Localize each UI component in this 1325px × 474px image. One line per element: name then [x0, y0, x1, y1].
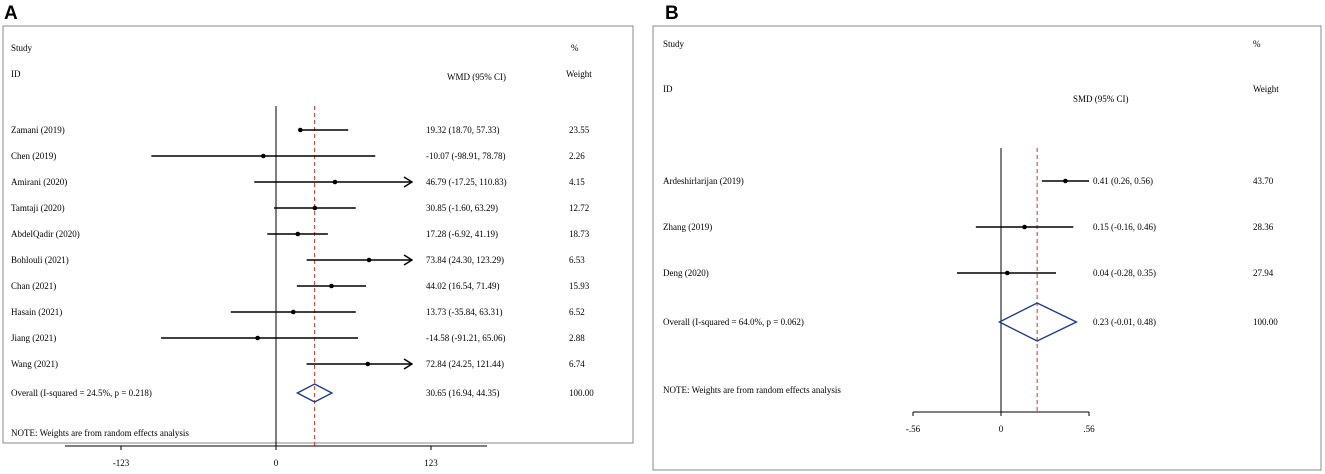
- study-label: Deng (2020): [663, 268, 709, 278]
- header-study: Study: [663, 39, 685, 49]
- study-label: Zamani (2019): [11, 125, 65, 135]
- header-percent: %: [571, 43, 579, 53]
- overall-label: Overall (I-squared = 24.5%, p = 0.218): [11, 388, 152, 398]
- study-row: [11, 203, 589, 213]
- study-row: [663, 268, 1274, 278]
- panel-letter-b: B: [665, 3, 679, 24]
- overall-row: [663, 303, 1278, 341]
- header-effect: SMD (95% CI): [1073, 94, 1129, 104]
- study-row: [663, 176, 1274, 186]
- study-rows: [11, 125, 590, 369]
- point-estimate: [1022, 225, 1027, 230]
- weight-text: 28.36: [1253, 222, 1274, 232]
- weight-text: 2.26: [569, 151, 585, 161]
- overall-weight-text: 100.00: [1253, 317, 1278, 327]
- overall-ci-text: 0.23 (-0.01, 0.48): [1093, 317, 1156, 327]
- study-label: Chan (2021): [11, 281, 57, 291]
- header-percent: %: [1253, 39, 1261, 49]
- x-tick-label: 123: [424, 458, 438, 468]
- point-estimate: [1063, 179, 1068, 184]
- panel-a: [3, 3, 633, 468]
- study-label: Hasain (2021): [11, 307, 63, 317]
- effect-ci-text: -14.58 (-91.21, 65.06): [426, 333, 506, 343]
- weight-text: 18.73: [569, 229, 590, 239]
- point-estimate: [261, 154, 266, 159]
- study-row: [11, 229, 590, 239]
- study-label: Tamtaji (2020): [11, 203, 65, 213]
- effect-ci-text: 30.85 (-1.60, 63.29): [426, 203, 498, 213]
- effect-ci-text: 0.04 (-0.28, 0.35): [1093, 268, 1156, 278]
- weight-text: 6.52: [569, 307, 585, 317]
- point-estimate: [329, 284, 334, 289]
- point-estimate: [291, 310, 296, 315]
- x-tick-label: 0: [998, 424, 1004, 434]
- note-text: NOTE: Weights are from random effects analysis: [663, 385, 841, 395]
- study-row: [11, 177, 585, 187]
- effect-ci-text: -10.07 (-98.91, 78.78): [426, 151, 506, 161]
- weight-text: 4.15: [569, 177, 585, 187]
- study-rows: [663, 176, 1274, 278]
- weight-text: 6.74: [569, 359, 585, 369]
- weight-text: 15.93: [569, 281, 590, 291]
- header-study: Study: [11, 43, 33, 53]
- x-axis-ticks: [113, 446, 439, 468]
- weight-text: 43.70: [1253, 176, 1274, 186]
- x-tick-label: -.56: [905, 424, 921, 434]
- header-weight: Weight: [566, 69, 592, 79]
- effect-ci-text: 0.41 (0.26, 0.56): [1093, 176, 1153, 186]
- overall-diamond: [999, 303, 1076, 341]
- overall-weight-text: 100.00: [569, 388, 594, 398]
- x-tick-label: .56: [1083, 424, 1095, 434]
- study-label: Bohlouli (2021): [11, 255, 69, 265]
- point-estimate: [298, 128, 303, 133]
- header-weight: Weight: [1253, 84, 1279, 94]
- x-tick-label: 0: [273, 458, 279, 468]
- header-effect: WMD (95% CI): [447, 72, 506, 82]
- effect-ci-text: 72.84 (24.25, 121.44): [426, 359, 504, 369]
- point-estimate: [255, 336, 260, 341]
- overall-label: Overall (I-squared = 64.0%, p = 0.062): [663, 317, 804, 327]
- study-label: Amirani (2020): [11, 177, 68, 187]
- study-row: [663, 222, 1274, 232]
- effect-ci-text: 17.28 (-6.92, 41.19): [426, 229, 498, 239]
- effect-ci-text: 0.15 (-0.16, 0.46): [1093, 222, 1156, 232]
- study-row: [11, 255, 585, 265]
- effect-ci-text: 19.32 (18.70, 57.33): [426, 125, 500, 135]
- study-label: Zhang (2019): [663, 222, 713, 232]
- panel-b: [653, 3, 1321, 470]
- overall-ci-text: 30.65 (16.94, 44.35): [426, 388, 500, 398]
- weight-text: 27.94: [1253, 268, 1274, 278]
- study-label: Wang (2021): [11, 359, 59, 369]
- study-label: Ardeshirlarijan (2019): [663, 176, 744, 186]
- effect-ci-text: 13.73 (-35.84, 63.31): [426, 307, 503, 317]
- weight-text: 12.72: [569, 203, 590, 213]
- panel-b-frame: [653, 26, 1321, 470]
- x-axis-ticks: [906, 412, 1095, 434]
- overall-row: [11, 384, 594, 402]
- point-estimate: [365, 362, 370, 367]
- point-estimate: [367, 258, 372, 263]
- study-row: [11, 307, 585, 317]
- study-label: AbdelQadir (2020): [11, 229, 80, 239]
- weight-text: 6.53: [569, 255, 585, 265]
- effect-ci-text: 73.84 (24.30, 123.29): [426, 255, 504, 265]
- study-row: [11, 359, 585, 369]
- study-label: Jiang (2021): [11, 333, 57, 343]
- point-estimate: [295, 232, 300, 237]
- note-text: NOTE: Weights are from random effects analysis: [11, 428, 189, 438]
- header-id: ID: [11, 69, 21, 79]
- study-label: Chen (2019): [11, 151, 57, 161]
- study-row: [11, 333, 585, 343]
- effect-ci-text: 46.79 (-17.25, 110.83): [426, 177, 507, 187]
- effect-ci-text: 44.02 (16.54, 71.49): [426, 281, 500, 291]
- x-tick-label: -123: [112, 458, 130, 468]
- study-row: [11, 151, 585, 161]
- weight-text: 23.55: [569, 125, 590, 135]
- study-row: [11, 281, 590, 291]
- point-estimate: [333, 180, 338, 185]
- point-estimate: [1005, 271, 1010, 276]
- panel-letter-a: A: [4, 3, 18, 24]
- study-row: [11, 125, 590, 135]
- point-estimate: [313, 206, 318, 211]
- header-id: ID: [663, 84, 673, 94]
- weight-text: 2.88: [569, 333, 585, 343]
